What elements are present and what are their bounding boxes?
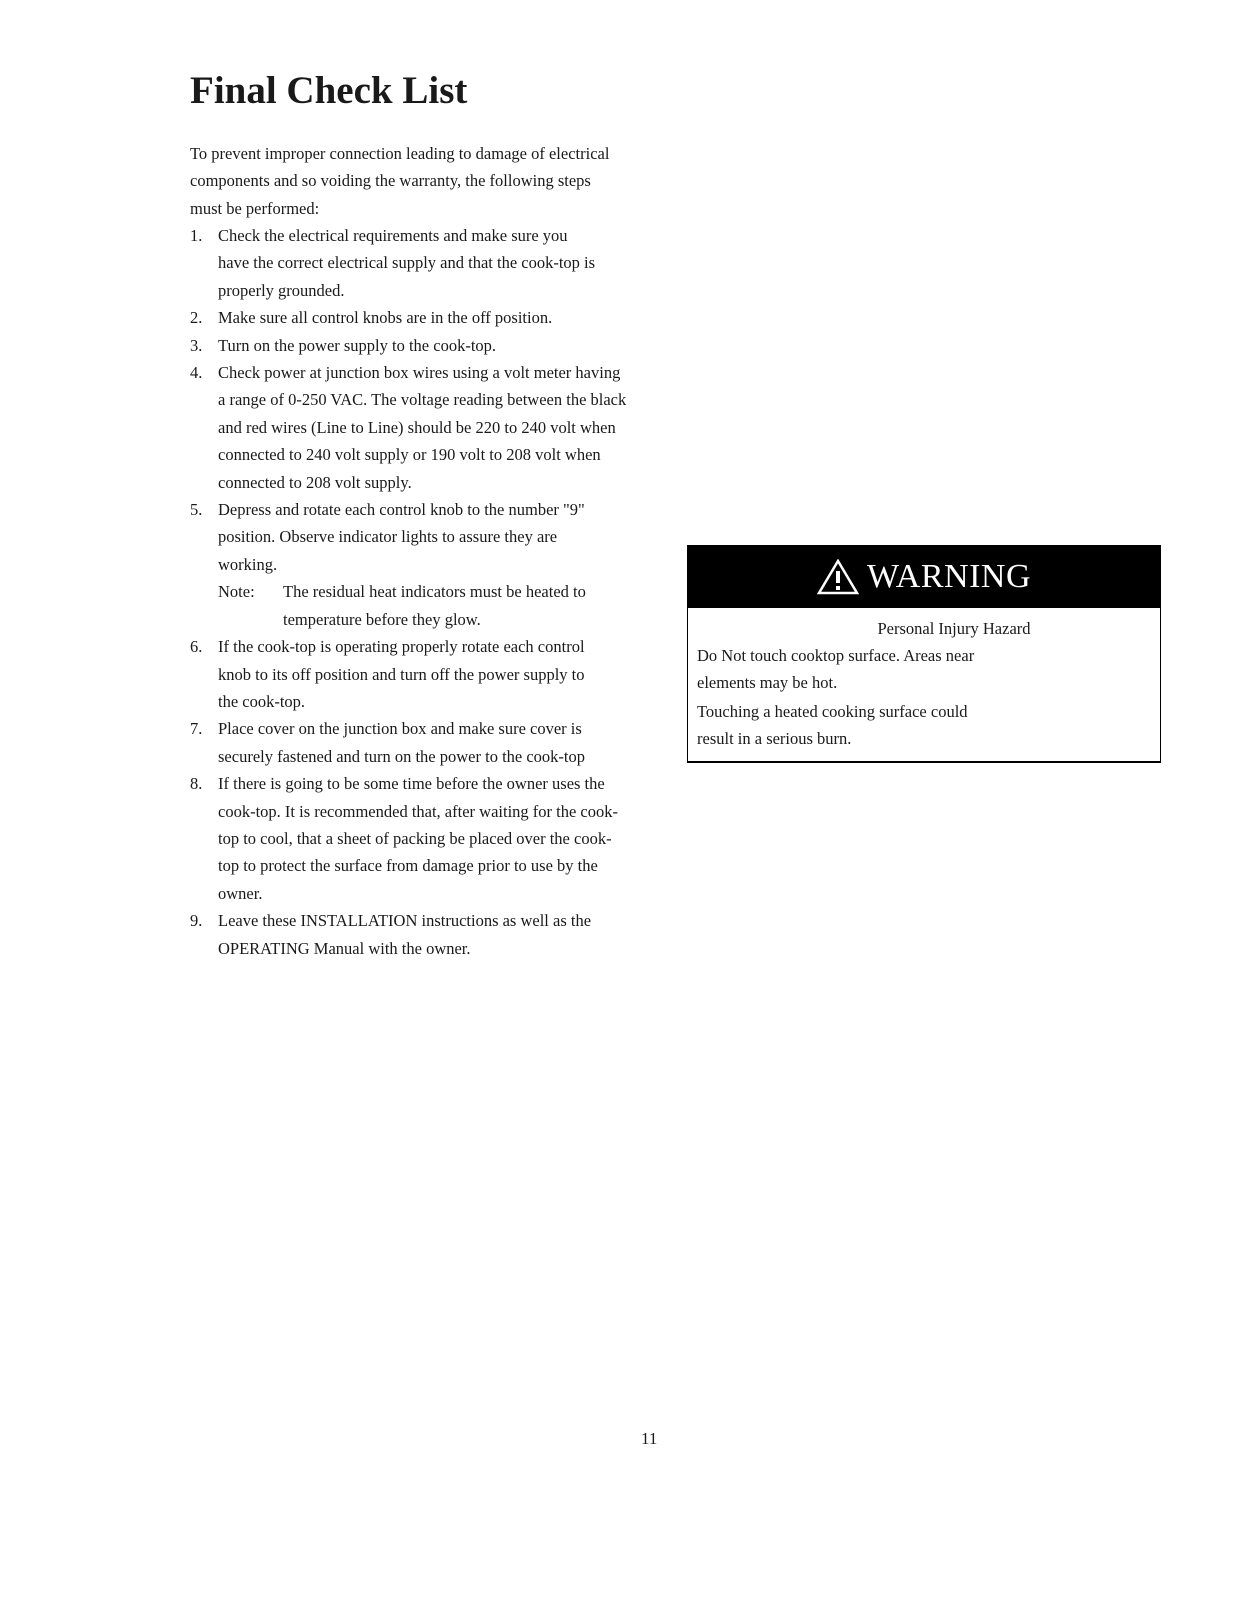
note-label: Note:	[218, 582, 255, 602]
page-title: Final Check List	[190, 69, 468, 112]
step-text: Make sure all control knobs are in the off position.	[218, 308, 553, 328]
list-item	[190, 304, 588, 331]
check-list	[190, 222, 627, 962]
intro-paragraph: To prevent improper connection leading to damage of electrical components and so voiding the warranty, the following steps must be performed:	[190, 144, 610, 218]
note	[218, 578, 603, 633]
step-number: 1.	[190, 226, 203, 245]
warning-title: WARNING	[866, 558, 1032, 595]
step-text: Leave these INSTALLATION instructions as well as the OPERATING Manual with the owner.	[218, 911, 592, 958]
list-item	[190, 907, 608, 962]
list-item	[190, 633, 598, 715]
warning-triangle-icon	[817, 559, 859, 595]
step-number: 4.	[190, 363, 203, 383]
warning-box	[687, 545, 1161, 763]
step-text: Place cover on the junction box and make sure cover is securely fastened and turn on the power to the cook-top	[218, 719, 586, 766]
list-item	[190, 332, 620, 359]
step-text: Depress and rotate each control knob to the number "9" position. Observe indicator lights to assure they are working.	[218, 500, 585, 574]
list-item	[190, 496, 608, 633]
list-item	[190, 770, 618, 907]
step-text: Turn on the power supply to the cook-top.	[218, 335, 497, 355]
list-item	[190, 359, 628, 496]
step-text: If the cook-top is operating properly rotate each control knob to its off position and turn off the power supply to the cook-top.	[218, 637, 585, 711]
step-number: 9.	[190, 911, 203, 931]
step-number: 7.	[190, 719, 203, 739]
step-number: 2.	[190, 308, 203, 328]
warning-subtitle: Personal Injury Hazard	[877, 619, 1031, 638]
step-number: 8.	[190, 774, 203, 794]
note-text: The residual heat indicators must be heated to temperature before they glow.	[283, 582, 586, 629]
step-text: Check power at junction box wires using a volt meter having a range of 0-250 VAC. The voltage reading between the black and red wires (Line to Line) should be 220 to 240 volt when connected to 240 volt supply or 190 volt to 208 volt when connected to 208 volt supply.	[218, 363, 627, 492]
list-item	[190, 222, 598, 304]
list-item	[190, 715, 618, 770]
step-number: 3.	[190, 335, 203, 355]
warning-text-2: Touching a heated cooking surface could result in a serious burn.	[697, 701, 968, 749]
page-number: 11	[641, 1429, 658, 1448]
step-text: If there is going to be some time before the owner uses the cook-top. It is recommended that, after waiting for the cook-top to cool, that a sheet of packing be placed over the cook-top to protect the surface from damage prior to use by the owner.	[218, 774, 618, 903]
step-number: 5.	[190, 500, 203, 520]
step-number: 6.	[190, 637, 203, 657]
warning-text-1: Do Not touch cooktop surface. Areas near elements may be hot.	[697, 646, 975, 693]
step-text: Check the electrical requirements and make sure you have the correct electrical supply and that the cook-top is properly grounded.	[218, 226, 596, 300]
warning-header	[688, 546, 1160, 608]
